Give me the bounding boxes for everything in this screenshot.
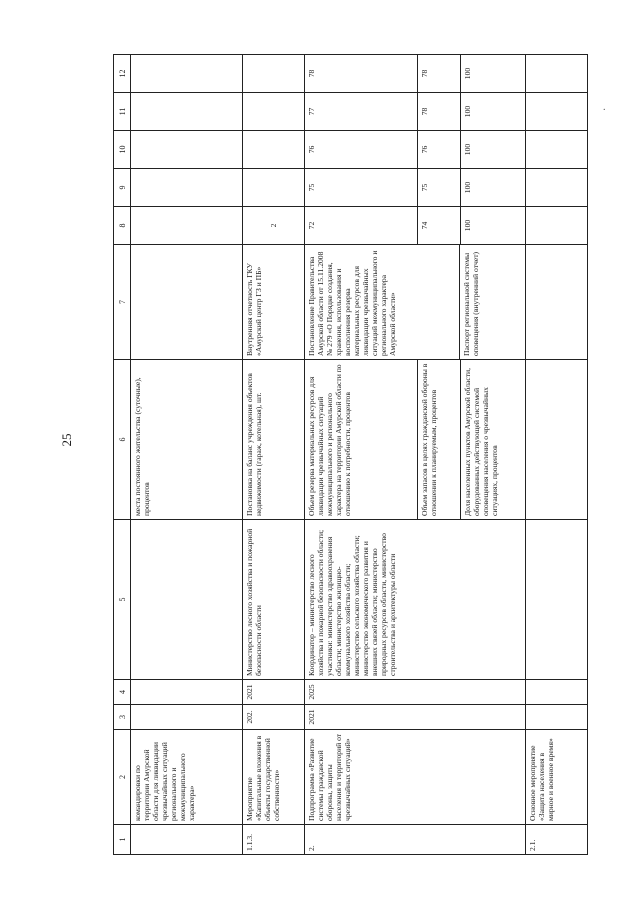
source	[526, 245, 588, 360]
value-8	[131, 207, 243, 245]
value-9	[131, 169, 243, 207]
year-start	[131, 705, 243, 730]
col-header: 3	[114, 705, 131, 730]
value-10: 76	[417, 131, 460, 168]
value-8: 72	[307, 221, 316, 230]
value-group-12	[305, 55, 526, 93]
col-header: 12	[114, 55, 131, 93]
value-group-8	[305, 207, 526, 245]
executor	[526, 520, 588, 680]
value-group-9	[305, 169, 526, 207]
value-9: 75	[417, 169, 460, 206]
year-end	[526, 680, 588, 705]
col-header: 2	[114, 730, 131, 825]
value-12: 100	[460, 55, 525, 92]
row-name: командировки по территории Амурской области для ликвидации чрезвычайных ситуаций регионального и межмуниципального характера»	[131, 730, 243, 825]
value-10	[243, 131, 305, 169]
row-name: Основное мероприятие «Защита населения в мирное и военное время»	[526, 730, 588, 825]
stray-dot: .	[603, 102, 606, 113]
value-11: 77	[307, 107, 316, 116]
table-row	[526, 55, 588, 855]
executor: Координатор – министерство лесного хозяйства и пожарной безопасности области; участники: министерство здравоохранения области; министерство жилищно-коммунального хозяйства области; министерство сельского хозяйства области; министерство экономического развития и внешних связей области; министерство природных ресурсов области, министерство строительства и архитектуры области	[305, 520, 526, 680]
page-number: 25	[59, 433, 74, 447]
col-header: 1	[114, 825, 131, 855]
value-8: 74	[417, 207, 460, 244]
col-header: 5	[114, 520, 131, 680]
value-12: 78	[417, 55, 460, 92]
col-header: 6	[114, 360, 131, 520]
indicator: Объем запасов в целях гражданской обороны в отношении к планируемым, процентов	[417, 360, 460, 519]
year-end	[131, 680, 243, 705]
col-header: 7	[114, 245, 131, 360]
value-11	[526, 93, 588, 131]
value-8	[526, 207, 588, 245]
table-row	[243, 55, 305, 855]
source	[131, 245, 243, 360]
row-number: 1.1.3.	[243, 825, 305, 855]
col-header: 8	[114, 207, 131, 245]
col-header: 4	[114, 680, 131, 705]
value-group-10	[305, 131, 526, 169]
table-row	[305, 55, 526, 855]
header-row	[114, 55, 131, 855]
value-9	[526, 169, 588, 207]
value-10: 100	[460, 131, 525, 168]
executor: Министерство лесного хозяйства и пожарной безопасности области	[243, 520, 305, 680]
row-number: 2.	[305, 825, 526, 855]
value-12	[131, 55, 243, 93]
year-start: 2021	[305, 705, 526, 730]
program-table	[113, 54, 588, 855]
source: Постановление Правительства Амурской области от 15.11.2008 № 279 «О Порядке создания, хранения, использования и восполнения резерва материальных ресурсов для ликвидации чрезвычайных ситуаций межмуниципального и регионального характера Амурской области»	[307, 250, 397, 356]
value-12: 78	[307, 69, 316, 78]
year-start	[526, 705, 588, 730]
value-11: 78	[417, 93, 460, 130]
value-10	[526, 131, 588, 169]
indicator-group	[305, 360, 526, 520]
executor	[131, 520, 243, 680]
value-11: 100	[460, 93, 525, 130]
col-header: 11	[114, 93, 131, 131]
value-10	[131, 131, 243, 169]
indicator: Объем резерва материальных ресурсов для ликвидации чрезвычайных ситуаций межмуниципального и регионального характера на территории Амурской области по отношению к потребности, процентов	[307, 364, 352, 516]
value-9: 75	[307, 183, 316, 192]
table-row	[131, 55, 243, 855]
row-name: Мероприятие «Капитальные вложения в объекты государственной собственности»	[243, 730, 305, 825]
year-end: 2025	[305, 680, 526, 705]
source: Внутренняя отчетность ГКУ «Амурский центр ГЗ и ПБ»	[243, 245, 305, 360]
row-number	[131, 825, 243, 855]
row-number: 2.1.	[526, 825, 588, 855]
indicator	[526, 360, 588, 520]
source-group	[305, 245, 526, 360]
value-12	[526, 55, 588, 93]
value-9: 100	[460, 169, 525, 206]
source: Паспорт региональной системы оповещения (внутренний отчет)	[459, 245, 524, 359]
value-8: 2	[243, 207, 305, 245]
row-name: Подпрограмма «Развитие системы гражданской обороны, защиты населения и территорий от чрезвычайных ситуаций»	[305, 730, 526, 825]
indicator: места постоянного жительства (суточные), процентов	[131, 360, 243, 520]
col-header: 9	[114, 169, 131, 207]
value-11	[131, 93, 243, 131]
value-8: 100	[460, 207, 525, 244]
value-group-11	[305, 93, 526, 131]
rotated-table-container	[113, 55, 640, 855]
value-11	[243, 93, 305, 131]
year-end: 2021	[243, 680, 305, 705]
value-10: 76	[307, 145, 316, 154]
col-header: 10	[114, 131, 131, 169]
value-9	[243, 169, 305, 207]
indicator: Доля населенных пунктов Амурской области, оборудованных действующей системой оповещения населения о чрезвычайных ситуациях, процентов	[460, 360, 525, 519]
value-12	[243, 55, 305, 93]
indicator: Постановка на баланс учреждения объектов недвижимости (гараж, котельная), шт.	[243, 360, 305, 520]
year-start: 202.	[243, 705, 305, 730]
